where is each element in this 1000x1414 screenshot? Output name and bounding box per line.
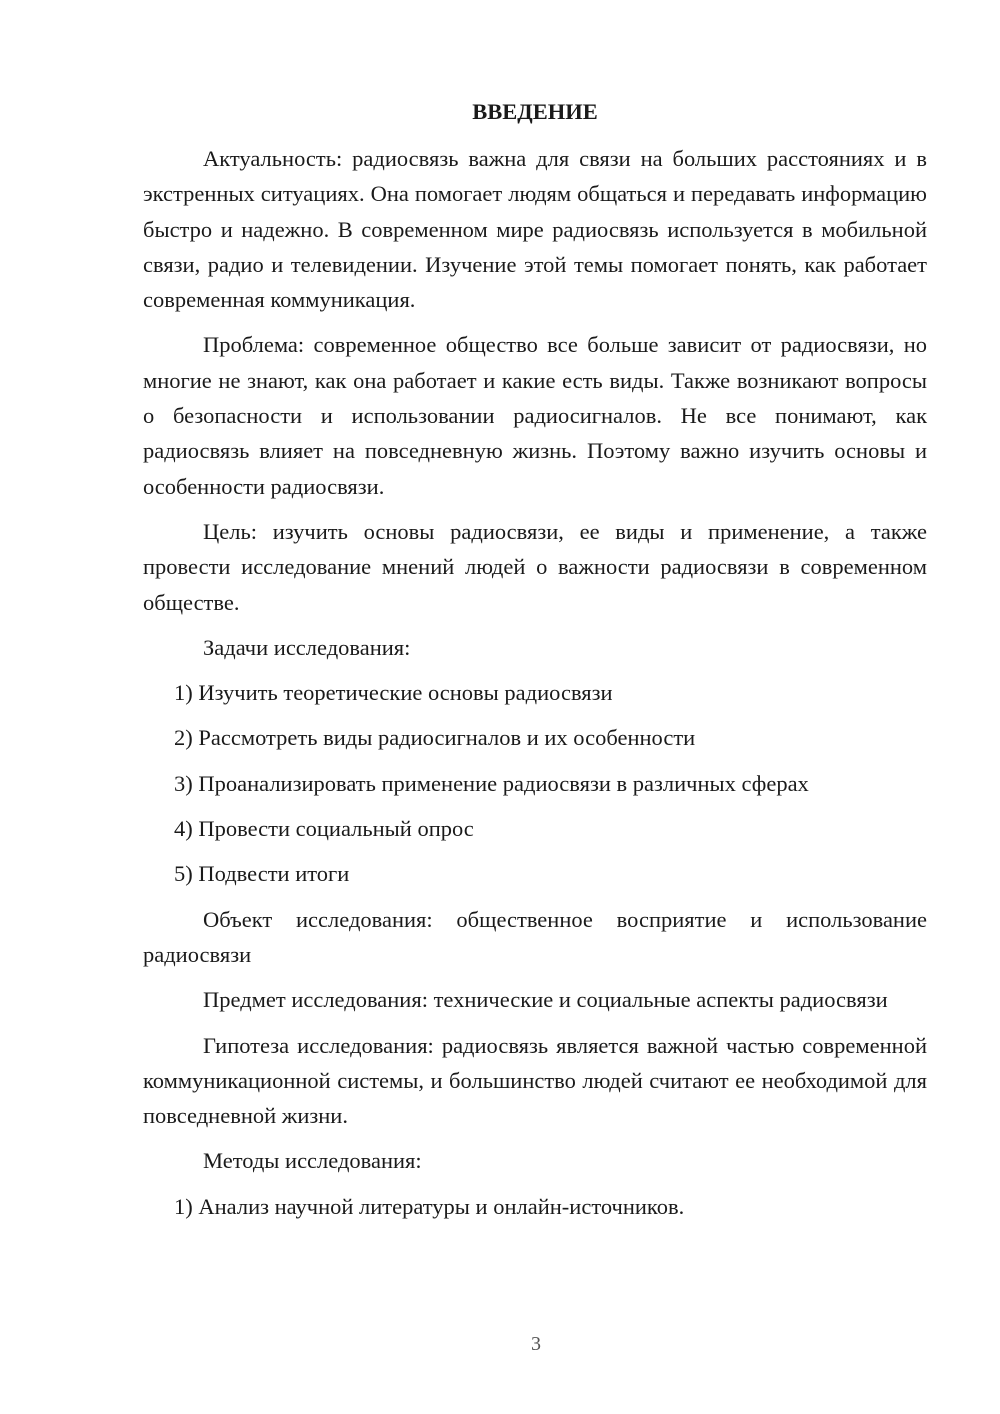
page-content: [143, 94, 927, 1234]
object-paragraph: Объект исследования: общественное восприятие и использование радиосвязи: [143, 906, 927, 967]
page-number: 3: [531, 1333, 541, 1355]
relevance-paragraph: Актуальность: радиосвязь важна для связи на больших расстояниях и в экстренных ситуациях. Она помогает людям общаться и передавать информацию быстро и надежно. В современном мире радиосвязь используется в мобильной связи, радио и телевидении. Изучение этой темы помогает понять, как работает современная коммуникация.: [143, 146, 927, 313]
goal-paragraph: Цель: изучить основы радиосвязи, ее виды и применение, а также провести исследование мнений людей о важности радиосвязи в современном обществе.: [143, 518, 927, 615]
method-item: 1) Анализ научной литературы и онлайн-источников.: [174, 1193, 685, 1219]
task-item: 2) Рассмотреть виды радиосигналов и их особенности: [174, 725, 696, 751]
subject-paragraph: Предмет исследования: технические и социальные аспекты радиосвязи: [203, 987, 888, 1013]
problem-paragraph: Проблема: современное общество все больше зависит от радиосвязи, но многие не знают, как она работает и какие есть виды. Также возникают вопросы о безопасности и использовании радиосигналов. Не все понимают, как радиосвязь влияет на повседневную жизнь. Поэтому важно изучить основы и особенности радиосвязи.: [143, 332, 927, 499]
hypothesis-paragraph: Гипотеза исследования: радиосвязь является важной частью современной коммуникационной системы, и большинство людей считают ее необходимой для повседневной жизни.: [143, 1032, 927, 1129]
page-title: ВВЕДЕНИЕ: [472, 99, 598, 124]
task-item: 4) Провести социальный опрос: [174, 816, 474, 842]
methods-heading: Методы исследования:: [203, 1148, 422, 1174]
task-item: 3) Проанализировать применение радиосвязи в различных сферах: [174, 770, 809, 796]
task-item: 5) Подвести итоги: [174, 861, 350, 887]
tasks-heading: Задачи исследования:: [203, 634, 411, 660]
task-item: 1) Изучить теоретические основы радиосвязи: [174, 680, 613, 706]
